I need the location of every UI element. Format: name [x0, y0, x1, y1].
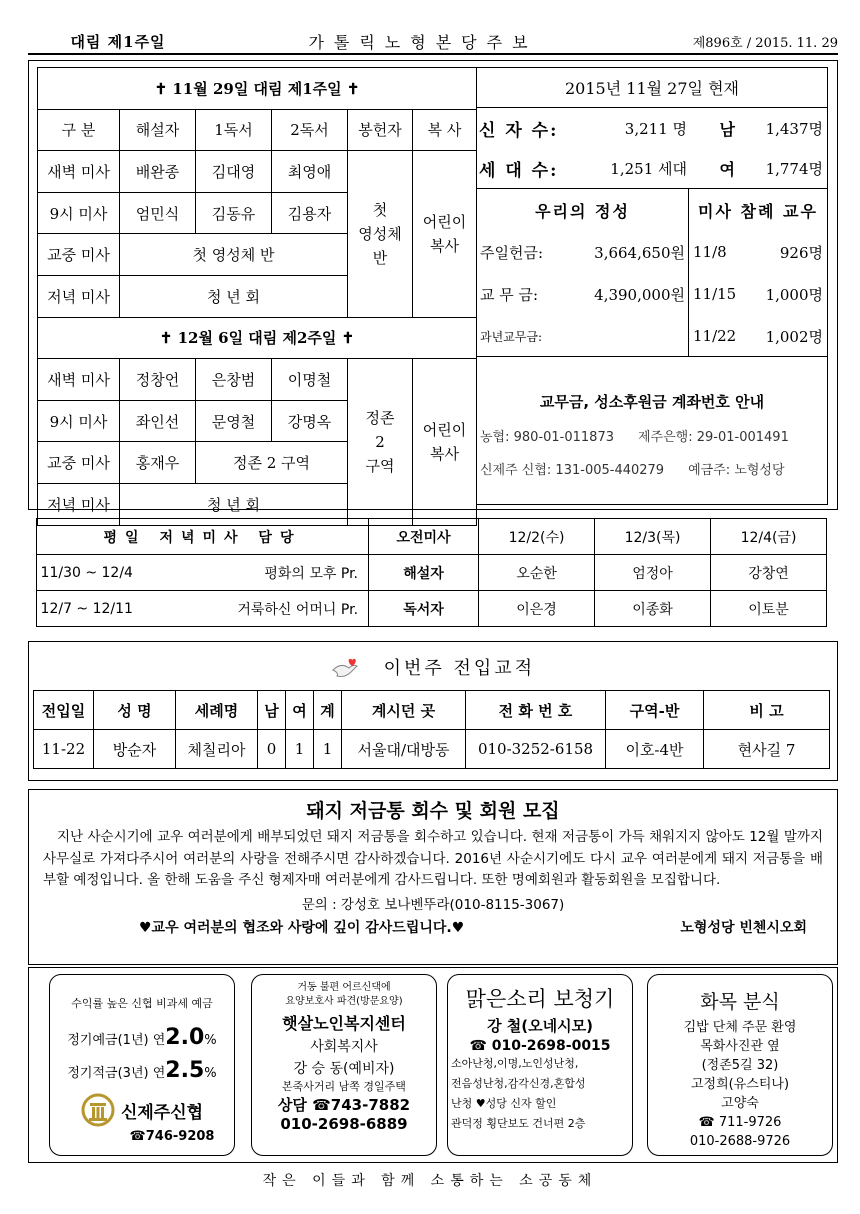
households-row — [477, 148, 827, 188]
sunday-offering-row — [477, 231, 688, 273]
bank-account: 제주은행: 29-01-001491 — [638, 430, 789, 445]
mass-label: 저녁 미사 — [38, 275, 120, 317]
attendance-count: 926명 — [779, 243, 823, 262]
col-header: 계 — [314, 691, 342, 730]
cell: 강창연 — [711, 555, 827, 591]
new-members-title: 이번주 전입교적 — [383, 658, 536, 679]
cell: 정창언 — [120, 359, 196, 401]
cell: 이종화 — [595, 591, 711, 627]
table-row — [38, 151, 477, 193]
offerer-line: 2 — [375, 432, 385, 451]
day-header: 12/3(목) — [595, 519, 711, 555]
female-value: 1,774명 — [765, 159, 823, 178]
col-header: 남 — [258, 691, 286, 730]
parish-label: 교 무 금: — [480, 285, 539, 304]
server-line: 어린이 — [422, 212, 467, 231]
male-value: 1,437명 — [765, 119, 823, 138]
ad-line: 김밥 단체 주문 환영 — [683, 1020, 797, 1035]
households-label: 세 대 수: — [479, 160, 559, 181]
bank-account: 농협: 980-01-011873 — [480, 430, 614, 445]
footer-slogan: 작은 이들과 함께 소통하는 소공동체 — [262, 1173, 598, 1189]
attendance-date: 11/15 — [693, 285, 737, 303]
offerer-line: 반 — [372, 248, 388, 267]
ad-phone: 상담 ☎743-7882 — [277, 1096, 411, 1114]
commentator-label: 해설자 — [369, 555, 479, 591]
ad-phone: 010-2698-6889 — [280, 1115, 408, 1133]
rate-unit: % — [204, 1033, 217, 1048]
dove-icon — [331, 658, 361, 680]
female-label: 여 — [719, 159, 735, 179]
ad-welfare-center — [251, 974, 437, 1156]
cell: 이호-4반 — [606, 730, 704, 769]
bank-line — [477, 459, 827, 478]
cell-span: 첫 영성체 반 — [120, 234, 348, 276]
ad-phone: ☎ 010-2698-0015 — [469, 1038, 611, 1054]
bank-account: 신제주 신협: 131-005-440279 — [480, 463, 665, 478]
week1-title: ✝ 11월 29일 대림 제1주일 ✝ — [38, 68, 477, 110]
offerer-line: 구역 — [365, 456, 395, 475]
cell: 엄정아 — [595, 555, 711, 591]
signature: 노형성당 빈첸시오회 — [680, 919, 807, 936]
col-header: 여 — [286, 691, 314, 730]
cell: 0 — [258, 730, 286, 769]
cell: 1 — [286, 730, 314, 769]
ad-person: 강 승 동(예비자) — [293, 1061, 395, 1077]
cell-span: 청 년 회 — [120, 483, 348, 525]
attendance-count: 1,000명 — [765, 285, 823, 304]
rate-value: 2.0 — [165, 1025, 205, 1050]
cell: 강명옥 — [272, 400, 348, 442]
group: 거룩하신 어머니 Pr. — [137, 591, 369, 627]
credit-union-name: 신제주신협 — [120, 1102, 204, 1123]
offering-box — [477, 189, 689, 357]
mass-label: 9시 미사 — [38, 400, 120, 442]
ad-snack-bar — [647, 974, 833, 1156]
reader-label: 독서자 — [369, 591, 479, 627]
day-header: 12/2(수) — [479, 519, 595, 555]
offerer-line: 영성체 — [358, 224, 402, 243]
mass-label: 교중 미사 — [38, 234, 120, 276]
ad-phone: ☎746-9208 — [129, 1129, 215, 1144]
shop-name: 화목 분식 — [700, 991, 780, 1013]
period: 11/30 ~ 12/4 — [37, 555, 137, 591]
believers-value: 3,211 명 — [624, 119, 687, 138]
cell: 체칠리아 — [176, 730, 258, 769]
col-header: 세례명 — [176, 691, 258, 730]
header-divider — [28, 53, 838, 55]
ad-line: 고양숙 — [721, 1096, 759, 1111]
mass-roles-table — [37, 67, 477, 526]
weekday-title: 평일 저녁미사 담당 — [37, 519, 369, 555]
cell-span: 청 년 회 — [120, 275, 348, 317]
cell: 이명철 — [272, 359, 348, 401]
col-header: 구역-반 — [606, 691, 704, 730]
new-members-heading — [29, 654, 837, 680]
week2-server — [413, 359, 477, 525]
server-line: 어린이 — [422, 420, 467, 439]
bulletin-title: 가톨릭노형본당주보 — [308, 32, 538, 52]
rate-label: 정기적금(3년) 연 — [67, 1066, 166, 1081]
rate-row — [50, 1058, 234, 1083]
attendance-row — [689, 315, 827, 357]
attendance-row — [689, 231, 827, 273]
notice-footer — [29, 913, 837, 937]
table-header-row — [38, 109, 477, 151]
ad-line: 목화사진관 옆 — [700, 1039, 780, 1054]
sunday-value: 3,664,650원 — [594, 243, 685, 262]
cell: 김동유 — [196, 192, 272, 234]
ad-line: 요양보호사 파견(방문요양) — [285, 996, 403, 1007]
ad-line: (정존5길 32) — [701, 1058, 779, 1073]
col-header: 1독서 — [196, 109, 272, 151]
offerer-line: 첫 — [372, 200, 388, 219]
bank-title: 교무금, 성소후원금 계좌번호 안내 — [539, 393, 765, 411]
ad-role: 사회복지사 — [310, 1039, 378, 1055]
attendance-row — [689, 273, 827, 315]
ad-credit-union — [49, 974, 235, 1156]
stats-date: 2015년 11월 27일 현재 — [477, 68, 827, 108]
new-members-table — [33, 690, 830, 769]
table-header-row — [37, 519, 827, 555]
liturgical-week: 대림 제1주일 — [70, 32, 166, 51]
ad-line: 소아난청,이명,노인성난청, — [451, 1057, 579, 1070]
offering-stats — [477, 189, 827, 357]
col-header: 계시던 곳 — [342, 691, 466, 730]
people-stats — [477, 108, 827, 189]
col-header: 전입일 — [34, 691, 94, 730]
week1-server — [413, 151, 477, 317]
believers-row — [477, 108, 827, 148]
col-header: 봉헌자 — [348, 109, 413, 151]
bank-line — [477, 426, 827, 445]
ad-line: 고정희(유스티나) — [690, 1077, 790, 1092]
attendance-title: 미사 참례 교우 — [698, 201, 818, 221]
cell: 오순한 — [479, 555, 595, 591]
ad-line: 수익률 높은 신협 비과세 예금 — [71, 997, 213, 1010]
period: 12/7 ~ 12/11 — [37, 591, 137, 627]
notice-contact: 문의 : 강성호 보나벤뚜라(010-8115-3067) — [301, 896, 565, 913]
bulletin-header — [28, 30, 838, 52]
account-holder: 예금주: 노형성당 — [688, 463, 785, 478]
issue-number: 제896호 / 2015. 11. 29 — [692, 35, 838, 51]
attendance-box — [689, 189, 827, 357]
cell: 배완종 — [120, 151, 196, 193]
ad-line: 거동 불편 어르신댁에 — [297, 982, 391, 993]
mass-label: 새벽 미사 — [38, 359, 120, 401]
cell: 최영애 — [272, 151, 348, 193]
cell: 이토분 — [711, 591, 827, 627]
rate-label: 정기예금(1년) 연 — [67, 1033, 166, 1048]
arrears-label: 과년교무금: — [480, 329, 543, 344]
households-value: 1,251 세대 — [610, 159, 687, 178]
center-name: 햇살노인복지센터 — [282, 1014, 406, 1033]
cell: 서울대/대방동 — [342, 730, 466, 769]
server-line: 복사 — [430, 236, 459, 255]
thanks-text: ♥교우 여러분의 협조와 사랑에 깊이 감사드립니다.♥ — [139, 919, 465, 936]
mass-label: 저녁 미사 — [38, 483, 120, 525]
parish-dues-row — [477, 273, 688, 315]
cell: 홍재우 — [120, 442, 196, 484]
cell: 1 — [314, 730, 342, 769]
parish-value: 4,390,000원 — [594, 285, 685, 304]
mass-label: 새벽 미사 — [38, 151, 120, 193]
rate-row — [50, 1025, 234, 1050]
male-label: 남 — [719, 119, 735, 139]
table-row — [38, 359, 477, 401]
offerer-line: 정존 — [365, 408, 395, 427]
bank-info — [477, 357, 827, 506]
table-row — [37, 555, 827, 591]
cell: 11-22 — [34, 730, 94, 769]
ad-line: 관덕정 횡단보도 건너편 2층 — [451, 1117, 586, 1130]
table-row — [37, 591, 827, 627]
cell: 현사길 7 — [704, 730, 830, 769]
table-row — [34, 730, 830, 769]
attendance-date: 11/8 — [693, 243, 727, 261]
shop-name: 맑은소리 보청기 — [465, 987, 615, 1011]
col-header: 비 고 — [704, 691, 830, 730]
cell: 방순자 — [94, 730, 176, 769]
attendance-date: 11/22 — [693, 327, 737, 345]
mass-schedule-section — [28, 60, 838, 514]
week1-offerer — [348, 151, 413, 317]
ad-phone: ☎ 711-9726 — [698, 1115, 782, 1130]
server-line: 복사 — [430, 444, 459, 463]
cell: 김용자 — [272, 192, 348, 234]
credit-union-logo-icon — [81, 1093, 115, 1127]
arrears-row — [477, 315, 688, 357]
notice-body: 지난 사순시기에 교우 여러분에게 배부되었던 돼지 저금통을 회수하고 있습니다. 현재 저금통이 가득 채워지지 않아도 12월 말까지 사무실로 가져다주시어 여러분의 사랑을 전해주시면 감사하겠습니다. 2016년 사순시기에도 다시 교우 여러분에게 돼지 저금통을 배부할 예정입니다. 올 한해 도움을 주신 형제자매 여러분에게 감사드립니다. 또한 명예회원과 활동회원을 모집합니다. — [43, 829, 823, 888]
sunday-label: 주일헌금: — [480, 243, 544, 262]
cell: 김대영 — [196, 151, 272, 193]
cell: 이은경 — [479, 591, 595, 627]
rate-unit: % — [204, 1066, 217, 1081]
cell: 은창범 — [196, 359, 272, 401]
table-header-row — [34, 691, 830, 730]
attendance-count: 1,002명 — [765, 327, 823, 346]
col-header: 2독서 — [272, 109, 348, 151]
cell: 엄민식 — [120, 192, 196, 234]
cell: 010-3252-6158 — [466, 730, 606, 769]
new-members-section — [28, 641, 838, 781]
col-header: 성 명 — [94, 691, 176, 730]
parish-stats — [476, 67, 828, 505]
ads-section — [28, 967, 838, 1163]
credit-union-brand — [50, 1093, 234, 1127]
ad-phone: 010-2688-9726 — [689, 1134, 791, 1149]
notice-section — [28, 789, 838, 965]
offering-title: 우리의 정성 — [535, 201, 630, 221]
day-header: 12/4(금) — [711, 519, 827, 555]
mass-label: 교중 미사 — [38, 442, 120, 484]
week2-offerer — [348, 359, 413, 525]
col-header: 해설자 — [120, 109, 196, 151]
ad-address: 본죽사거리 남쪽 경일주택 — [282, 1080, 406, 1093]
ad-person: 강 철(오네시모) — [487, 1017, 593, 1035]
ad-line: 난청 ♥성당 신자 할인 — [451, 1097, 557, 1110]
mass-label: 9시 미사 — [38, 192, 120, 234]
ad-hearing-aid — [447, 974, 633, 1156]
ad-line: 전음성난청,감각신경,혼합성 — [451, 1077, 586, 1090]
col-header: 전 화 번 호 — [466, 691, 606, 730]
col-header: 구 분 — [38, 109, 120, 151]
group: 평화의 모후 Pr. — [137, 555, 369, 591]
cell: 문영철 — [196, 400, 272, 442]
morning-mass-label: 오전미사 — [369, 519, 479, 555]
cell: 좌인선 — [120, 400, 196, 442]
rate-value: 2.5 — [165, 1058, 205, 1083]
notice-title: 돼지 저금통 회수 및 회원 모집 — [306, 800, 560, 822]
col-header: 복 사 — [413, 109, 477, 151]
weekday-mass-table — [36, 518, 827, 627]
believers-label: 신 자 수: — [479, 120, 559, 141]
week2-title: ✝ 12월 6일 대림 제2주일 ✝ — [38, 317, 477, 359]
cell-span: 정존 2 구역 — [196, 442, 348, 484]
